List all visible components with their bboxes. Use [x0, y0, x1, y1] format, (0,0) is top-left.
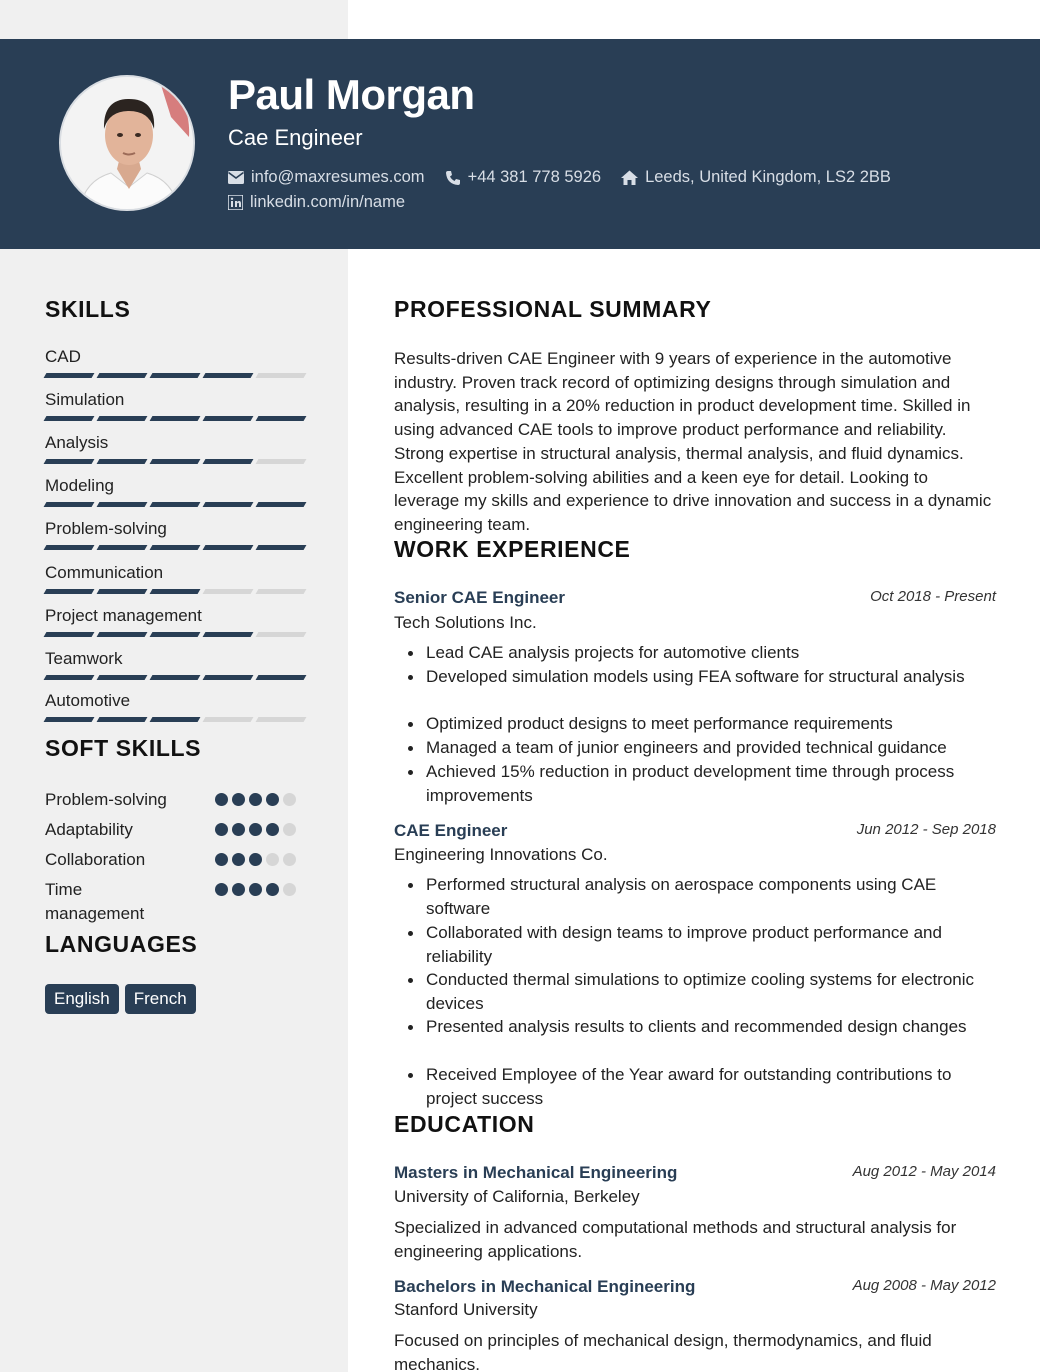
bullet-item: Managed a team of junior engineers and provided technical guidance [426, 736, 996, 760]
email-text: info@maxresumes.com [251, 168, 425, 186]
education-date: Aug 2008 - May 2012 [852, 1277, 996, 1294]
skill-level-segment [150, 675, 201, 680]
skill-item [45, 649, 305, 669]
contact-email[interactable] [228, 168, 425, 187]
skill-level-bar [45, 717, 305, 722]
skill-level-segment [150, 717, 201, 722]
skill-level-segment [97, 502, 148, 507]
skill-level-segment [150, 545, 201, 550]
education-entry [394, 1163, 996, 1273]
rating-dot [266, 793, 279, 806]
skill-level-segment [97, 717, 148, 722]
rating-dot [232, 793, 245, 806]
soft-skill-rating [215, 823, 296, 836]
skill-level-segment [256, 416, 307, 421]
skill-level-segment [97, 459, 148, 464]
phone-text: +44 381 778 5926 [467, 168, 602, 186]
skill-name: Modeling [45, 476, 114, 495]
skill-level-segment [150, 459, 201, 464]
job-title: CAE Engineer [394, 821, 508, 840]
envelope-icon [228, 171, 244, 184]
job-title: Senior CAE Engineer [394, 588, 565, 607]
skill-name: CAD [45, 347, 81, 366]
skill-level-segment [256, 545, 307, 550]
rating-dot [283, 883, 296, 896]
skill-level-bar [45, 545, 305, 550]
rating-dot [215, 853, 228, 866]
soft-skill-rating [215, 853, 296, 866]
skill-level-segment [44, 675, 95, 680]
language-badge: French [125, 984, 196, 1014]
job-date: Oct 2018 - Present [870, 588, 996, 605]
job-entry [394, 821, 996, 881]
skill-item [45, 347, 305, 367]
avatar [59, 75, 195, 211]
bullet-item: Achieved 15% reduction in product development time through process improvements [426, 760, 996, 808]
bullet-item: Conducted thermal simulations to optimize cooling systems for electronic devices [426, 968, 996, 1016]
degree-title: Bachelors in Mechanical Engineering [394, 1277, 696, 1296]
skill-level-bar [45, 373, 305, 378]
education-date: Aug 2012 - May 2014 [852, 1163, 996, 1180]
experience-heading: WORK EXPERIENCE [394, 536, 631, 562]
skill-level-segment [203, 589, 254, 594]
skill-level-bar [45, 502, 305, 507]
phone-icon [445, 170, 461, 186]
skill-level-segment [44, 459, 95, 464]
skill-level-segment [256, 717, 307, 722]
soft-skill-rating [215, 883, 296, 896]
skill-item [45, 519, 305, 539]
skill-level-segment [203, 416, 254, 421]
skill-level-segment [44, 416, 95, 421]
rating-dot [266, 853, 279, 866]
skill-item [45, 390, 305, 410]
rating-dot [283, 853, 296, 866]
soft-skill-rating [215, 793, 296, 806]
company-name: Tech Solutions Inc. [394, 613, 537, 632]
skill-level-segment [203, 632, 254, 637]
skill-level-segment [203, 502, 254, 507]
candidate-title: Cae Engineer [228, 125, 363, 150]
rating-dot [283, 793, 296, 806]
job-date: Jun 2012 - Sep 2018 [856, 821, 996, 838]
soft-skill-name: Time management [45, 880, 145, 923]
skill-level-segment [44, 545, 95, 550]
skill-level-segment [150, 373, 201, 378]
skill-level-bar [45, 632, 305, 637]
bullet-item: Developed simulation models using FEA software for structural analysis [426, 665, 996, 689]
skill-level-segment [44, 632, 95, 637]
skill-item [45, 433, 305, 453]
skill-name: Problem-solving [45, 519, 167, 538]
education-heading: EDUCATION [394, 1111, 535, 1137]
summary-text: Results-driven CAE Engineer with 9 years of experience in the automotive industry. Proven track record of optimizing designs through simulation and analysis, resulting in a 20% reduction in product development time. Skilled in using advanced CAE tools to improve product performance and reliability. Strong expertise in structural analysis, thermal analysis, and fluid dynamics. Excellent problem-solving abilities and a keen eye for detail. Looking to leverage my skills and experience to drive innovation and success in a dynamic engineering team. [394, 349, 992, 534]
company-name: Engineering Innovations Co. [394, 845, 608, 864]
resume-header [0, 39, 1040, 249]
job-entry [394, 588, 996, 648]
skill-level-bar [45, 589, 305, 594]
skill-level-segment [97, 373, 148, 378]
rating-dot [266, 883, 279, 896]
bullet-item: Optimized product designs to meet performance requirements [426, 712, 996, 736]
rating-dot [249, 793, 262, 806]
rating-dot [232, 823, 245, 836]
bullet-item: Presented analysis results to clients and recommended design changes [426, 1015, 996, 1039]
skill-level-segment [203, 373, 254, 378]
soft-skill-name: Adaptability [45, 820, 133, 839]
linkedin-text: linkedin.com/in/name [250, 193, 405, 211]
location-text: Leeds, United Kingdom, LS2 2BB [645, 168, 891, 186]
contact-row [228, 193, 405, 212]
skill-level-segment [256, 675, 307, 680]
linkedin-icon [228, 195, 243, 210]
languages-heading: LANGUAGES [45, 931, 198, 957]
rating-dot [249, 823, 262, 836]
profile-photo [61, 77, 195, 211]
bullet-item: Lead CAE analysis projects for automotive clients [426, 641, 996, 665]
skill-level-segment [150, 632, 201, 637]
skill-level-segment [203, 675, 254, 680]
skill-level-segment [256, 502, 307, 507]
rating-dot [283, 823, 296, 836]
soft-skill-name: Collaboration [45, 850, 146, 869]
skill-level-segment [150, 502, 201, 507]
candidate-name: Paul Morgan [228, 71, 475, 118]
skill-level-bar [45, 459, 305, 464]
contact-phone[interactable] [445, 168, 602, 187]
skill-level-bar [45, 416, 305, 421]
rating-dot [215, 793, 228, 806]
skill-name: Analysis [45, 433, 109, 452]
skill-level-segment [97, 632, 148, 637]
skill-item [45, 563, 305, 583]
rating-dot [215, 823, 228, 836]
skill-item [45, 606, 305, 626]
skill-name: Teamwork [45, 649, 123, 668]
skill-item [45, 691, 305, 711]
skill-level-segment [203, 545, 254, 550]
skill-level-segment [256, 459, 307, 464]
skill-level-segment [44, 502, 95, 507]
skill-level-segment [150, 416, 201, 421]
skill-level-segment [256, 373, 307, 378]
skill-level-segment [203, 717, 254, 722]
contact-row [228, 168, 891, 187]
contact-linkedin[interactable] [228, 193, 405, 212]
soft-skills-heading: SOFT SKILLS [45, 735, 202, 761]
summary-heading: PROFESSIONAL SUMMARY [394, 296, 712, 322]
skill-level-segment [44, 373, 95, 378]
rating-dot [266, 823, 279, 836]
skill-level-segment [97, 589, 148, 594]
skill-level-segment [256, 632, 307, 637]
skill-name: Simulation [45, 390, 125, 409]
skill-level-segment [97, 545, 148, 550]
skill-level-segment [44, 717, 95, 722]
home-icon [621, 170, 638, 185]
skill-level-bar [45, 675, 305, 680]
language-badge: English [45, 984, 119, 1014]
rating-dot [232, 853, 245, 866]
skill-name: Project management [45, 606, 202, 625]
skill-name: Automotive [45, 691, 131, 710]
rating-dot [232, 883, 245, 896]
skill-name: Communication [45, 563, 164, 582]
skill-item [45, 476, 305, 496]
skill-level-segment [97, 675, 148, 680]
rating-dot [249, 883, 262, 896]
skill-level-segment [44, 589, 95, 594]
school-name: University of California, Berkeley [394, 1187, 640, 1206]
skill-level-segment [97, 416, 148, 421]
bullet-item: Collaborated with design teams to improve product performance and reliability [426, 921, 996, 969]
bullet-item: Received Employee of the Year award for outstanding contributions to project success [426, 1063, 996, 1111]
soft-skill-name: Problem-solving [45, 790, 167, 809]
languages-list [45, 984, 196, 1014]
education-description: Focused on principles of mechanical design, thermodynamics, and fluid mechanics. [394, 1331, 932, 1372]
contact-location [621, 168, 891, 187]
education-entry [394, 1277, 996, 1372]
skills-heading: SKILLS [45, 296, 131, 322]
rating-dot [215, 883, 228, 896]
rating-dot [249, 853, 262, 866]
school-name: Stanford University [394, 1300, 538, 1319]
education-description: Specialized in advanced computational methods and structural analysis for engineering applications. [394, 1218, 957, 1261]
degree-title: Masters in Mechanical Engineering [394, 1163, 678, 1182]
skill-level-segment [150, 589, 201, 594]
skill-level-segment [256, 589, 307, 594]
skill-level-segment [203, 459, 254, 464]
bullet-item: Performed structural analysis on aerospace components using CAE software [426, 873, 996, 921]
